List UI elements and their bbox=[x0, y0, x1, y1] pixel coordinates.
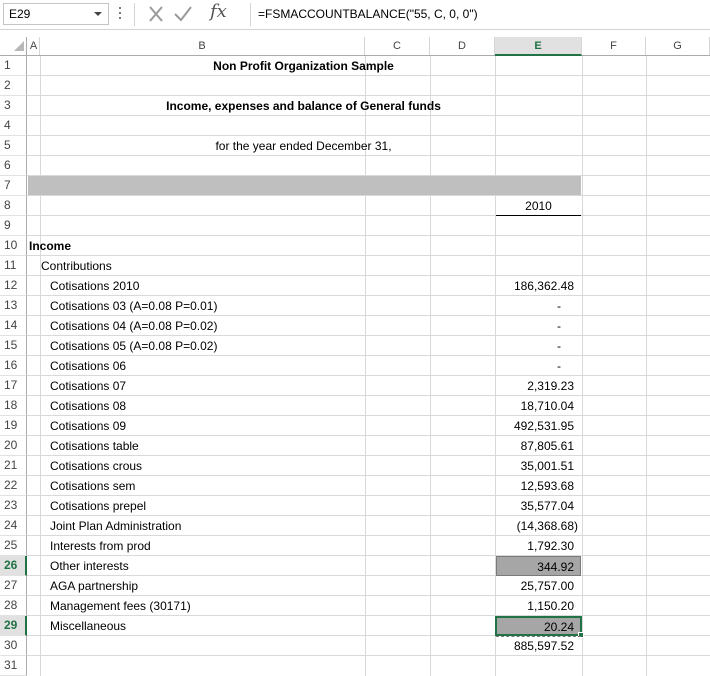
row-header[interactable]: 14 bbox=[0, 316, 27, 336]
row-header[interactable]: 1 bbox=[0, 56, 27, 76]
line-label[interactable]: Other interests bbox=[50, 559, 129, 573]
row-header-selected[interactable]: 26 bbox=[0, 556, 27, 576]
report-subtitle[interactable]: Income, expenses and balance of General funds bbox=[166, 99, 441, 113]
row-header[interactable]: 2 bbox=[0, 76, 27, 96]
column-header-f[interactable]: F bbox=[582, 37, 646, 55]
row-header[interactable]: 12 bbox=[0, 276, 27, 296]
line-label[interactable]: AGA partnership bbox=[50, 579, 139, 593]
line-value[interactable]: 492,531.95 bbox=[513, 419, 574, 433]
line-label[interactable]: Cotisations 07 bbox=[50, 379, 127, 393]
row-header[interactable]: 25 bbox=[0, 536, 27, 556]
row-header[interactable]: 8 bbox=[0, 196, 27, 216]
report-title[interactable]: Non Profit Organization Sample bbox=[213, 59, 394, 73]
row-header[interactable]: 24 bbox=[0, 516, 27, 536]
header-band bbox=[28, 176, 581, 195]
row-header[interactable]: 18 bbox=[0, 396, 27, 416]
line-value[interactable]: - bbox=[557, 299, 561, 313]
line-value[interactable]: - bbox=[557, 319, 561, 333]
line-label[interactable]: Cotisations 05 (A=0.08 P=0.02) bbox=[50, 339, 218, 353]
formula-input[interactable]: =FSMACCOUNTBALANCE("55, C, 0, 0") bbox=[258, 7, 478, 21]
line-value[interactable]: 186,362.48 bbox=[513, 279, 574, 293]
column-header-e[interactable]: E bbox=[495, 37, 582, 56]
column-header-d[interactable]: D bbox=[430, 37, 495, 55]
row-header[interactable]: 9 bbox=[0, 216, 27, 236]
row-header[interactable]: 3 bbox=[0, 96, 27, 116]
line-label[interactable]: Miscellaneous bbox=[50, 619, 127, 633]
active-cell-e29[interactable]: 20.24 bbox=[495, 616, 582, 636]
cancel-icon[interactable] bbox=[145, 3, 167, 25]
line-value[interactable]: 18,710.04 bbox=[520, 399, 574, 413]
divider bbox=[134, 3, 135, 26]
name-box-value: E29 bbox=[9, 7, 31, 21]
row-header[interactable]: 5 bbox=[0, 136, 27, 156]
row-header[interactable]: 11 bbox=[0, 256, 27, 276]
row-header[interactable]: 20 bbox=[0, 436, 27, 456]
column-header-c[interactable]: C bbox=[365, 37, 430, 55]
line-value[interactable]: 1,792.30 bbox=[527, 539, 574, 553]
row-header[interactable]: 22 bbox=[0, 476, 27, 496]
year-underline bbox=[496, 215, 581, 216]
row-header[interactable]: 19 bbox=[0, 416, 27, 436]
row-header[interactable]: 7 bbox=[0, 176, 27, 196]
row-header[interactable]: 30 bbox=[0, 636, 27, 656]
contributions-label[interactable]: Contributions bbox=[41, 259, 112, 273]
row-header[interactable]: 21 bbox=[0, 456, 27, 476]
row-header[interactable]: 16 bbox=[0, 356, 27, 376]
line-value[interactable]: - bbox=[557, 339, 561, 353]
report-period[interactable]: for the year ended December 31, bbox=[215, 139, 392, 153]
row-header[interactable]: 27 bbox=[0, 576, 27, 596]
year-header[interactable]: 2010 bbox=[525, 199, 552, 213]
line-value-highlighted[interactable]: 344.92 bbox=[496, 556, 581, 576]
row-header[interactable]: 31 bbox=[0, 656, 27, 676]
row-header[interactable]: 4 bbox=[0, 116, 27, 136]
insert-function-button[interactable]: fx bbox=[210, 1, 227, 22]
line-label[interactable]: Cotisations 2010 bbox=[50, 279, 140, 293]
column-header-a[interactable]: A bbox=[28, 37, 40, 55]
line-label[interactable]: Cotisations 09 bbox=[50, 419, 127, 433]
line-value[interactable]: 2,319.23 bbox=[527, 379, 574, 393]
line-label[interactable]: Cotisations sem bbox=[50, 479, 136, 493]
row-header[interactable]: 13 bbox=[0, 296, 27, 316]
row-header[interactable]: 15 bbox=[0, 336, 27, 356]
check-icon[interactable] bbox=[172, 3, 194, 25]
drag-handle-icon[interactable] bbox=[118, 7, 122, 23]
line-label[interactable]: Cotisations 03 (A=0.08 P=0.01) bbox=[50, 299, 218, 313]
line-value[interactable]: (14,368.68) bbox=[516, 519, 578, 533]
row-header-selected[interactable]: 29 bbox=[0, 616, 27, 636]
line-label[interactable]: Joint Plan Administration bbox=[50, 519, 182, 533]
line-value[interactable]: 87,805.61 bbox=[520, 439, 574, 453]
row-header[interactable]: 10 bbox=[0, 236, 27, 256]
line-label[interactable]: Cotisations table bbox=[50, 439, 139, 453]
row-header[interactable]: 17 bbox=[0, 376, 27, 396]
line-label[interactable]: Cotisations 08 bbox=[50, 399, 127, 413]
row-header[interactable]: 6 bbox=[0, 156, 27, 176]
column-header-row bbox=[0, 37, 710, 56]
line-label[interactable]: Cotisations prepel bbox=[50, 499, 147, 513]
line-value[interactable]: 35,577.04 bbox=[520, 499, 574, 513]
chevron-down-icon[interactable] bbox=[94, 12, 102, 16]
line-value[interactable]: 12,593.68 bbox=[520, 479, 574, 493]
line-label[interactable]: Interests from prod bbox=[50, 539, 151, 553]
divider bbox=[250, 3, 251, 26]
line-label[interactable]: Cotisations 04 (A=0.08 P=0.02) bbox=[50, 319, 218, 333]
line-label[interactable]: Management fees (30171) bbox=[50, 599, 191, 613]
line-value[interactable]: 1,150.20 bbox=[527, 599, 574, 613]
line-value[interactable]: 25,757.00 bbox=[520, 579, 574, 593]
line-value[interactable]: - bbox=[557, 359, 561, 373]
line-label[interactable]: Cotisations 06 bbox=[50, 359, 127, 373]
formula-bar bbox=[0, 0, 710, 30]
row-header[interactable]: 28 bbox=[0, 596, 27, 616]
row-header[interactable]: 23 bbox=[0, 496, 27, 516]
select-all-button[interactable] bbox=[0, 37, 27, 55]
line-label[interactable]: Cotisations crous bbox=[50, 459, 143, 473]
name-box[interactable] bbox=[3, 3, 109, 25]
total-value[interactable]: 885,597.52 bbox=[513, 639, 574, 653]
line-value[interactable]: 35,001.51 bbox=[520, 459, 574, 473]
column-header-b[interactable]: B bbox=[40, 37, 365, 55]
column-header-g[interactable]: G bbox=[646, 37, 710, 55]
income-label[interactable]: Income bbox=[29, 239, 72, 253]
